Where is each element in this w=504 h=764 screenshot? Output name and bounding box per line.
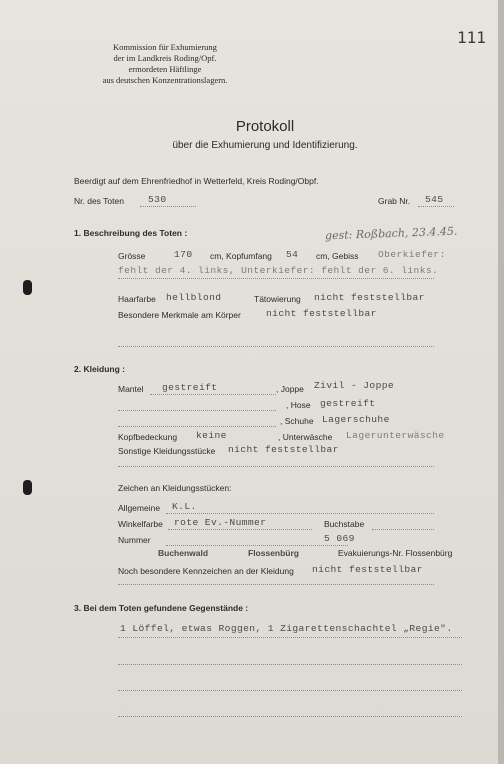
angle-color-value: rote Ev.-Nummer [174,517,267,528]
commission-line-1: Kommission für Exhumierung [113,42,217,52]
document-subtitle: über die Exhumierung und Identifizierung. [172,140,358,151]
hat-value: keine [196,430,227,441]
trousers-value: gestreift [320,398,376,409]
page-number: 111 [457,28,486,47]
camp-flossenbuerg: Flossenbürg [248,548,300,558]
letter-line [372,529,434,530]
coat-label: Mantel [118,384,144,394]
punch-hole-top [23,280,32,295]
size-value: 170 [174,249,193,260]
commission-block [70,42,260,86]
camp-buchenwald: Buchenwald [158,548,209,558]
dead-number-line [140,206,196,207]
commission-line-3: ermordeten Häftlinge [128,64,202,74]
marks-label: Besondere Merkmale am Körper [118,310,241,320]
number-value: 5 069 [324,533,355,544]
marks-value: nicht feststellbar [266,308,377,319]
general-line [166,513,434,514]
items-line-4 [118,716,462,717]
head-value: 54 [286,249,299,260]
punch-hole-bottom [23,480,32,495]
grave-number-line [418,206,454,207]
grave-number-label: Grab Nr. [378,196,411,206]
clothing-line-2 [118,426,276,427]
section1-heading: 1. Beschreibung des Toten : [74,228,188,238]
dead-number-label: Nr. des Toten [74,196,124,206]
number-label: Nummer [118,535,151,545]
document-title: Protokoll [235,118,295,135]
hair-label: Haarfarbe [118,294,156,304]
items-line-1 [118,637,462,638]
teeth-value-2: fehlt der 4. links, Unterkiefer: fehlt der 6. links. [118,265,439,276]
underwear-value: Lagerunterwäsche [346,430,445,441]
clothing-line-1 [118,410,276,411]
underwear-label: , Unterwäsche [278,432,333,442]
teeth-value-1: Oberkiefer: [378,249,446,260]
head-unit: cm, Gebiss [316,251,359,261]
items-line-2 [118,664,462,665]
size-unit: cm, Kopfumfang [210,251,272,261]
trousers-label: , Hose [286,400,311,410]
angle-color-line [168,529,312,530]
teeth-line [118,278,434,279]
hat-label: Kopfbedeckung [118,432,178,442]
size-label: Grösse [118,251,146,261]
other-clothing-label: Sonstige Kleidungsstücke [118,446,216,456]
more-signs-line [118,584,434,585]
evacuation-label: Evakuierungs-Nr. Flossenbürg [338,548,453,558]
coat-line [150,394,276,395]
general-label: Allgemeine [118,503,161,513]
general-value: K.L. [172,501,197,512]
marks-line [118,346,434,347]
section2-heading: 2. Kleidung : [74,364,125,374]
other-clothing-line [118,466,434,467]
more-signs-value: nicht feststellbar [312,564,423,575]
letter-label: Buchstabe [324,519,365,529]
page-edge [498,0,504,764]
jacket-label: , Joppe [276,384,304,394]
hair-value: hellblond [166,292,222,303]
other-clothing-value: nicht feststellbar [228,444,339,455]
shoes-label: , Schuhe [280,416,314,426]
more-signs-label: Noch besondere Kennzeichen an der Kleidung [118,566,294,576]
items-line-3 [118,690,462,691]
shoes-value: Lagerschuhe [322,414,390,425]
angle-color-label: Winkelfarbe [118,519,163,529]
commission-line-2: der im Landkreis Roding/Opf. [113,53,217,63]
commission-line-4: aus deutschen Konzentrationslagern. [102,75,228,85]
coat-value: gestreift [162,382,218,393]
grave-number-value: 545 [425,194,444,205]
signs-label: Zeichen an Kleidungsstücken: [118,483,232,493]
tattoo-value: nicht feststellbar [314,292,425,303]
section3-heading: 3. Bei dem Toten gefundene Gegenstände : [74,603,249,613]
handwritten-note: gest: Roßbach, 23.4.45. [324,224,458,243]
burial-text: Beerdigt auf dem Ehrenfriedhof in Wetterfeld, Kreis Roding/Obpf. [74,176,319,186]
number-line [166,545,348,546]
tattoo-label: Tätowierung [254,294,301,304]
jacket-value: Zivil - Joppe [314,380,395,391]
dead-number-value: 530 [148,194,167,205]
items-value: 1 Löffel, etwas Roggen, 1 Zigarettenschachtel „Regie". [120,623,453,634]
